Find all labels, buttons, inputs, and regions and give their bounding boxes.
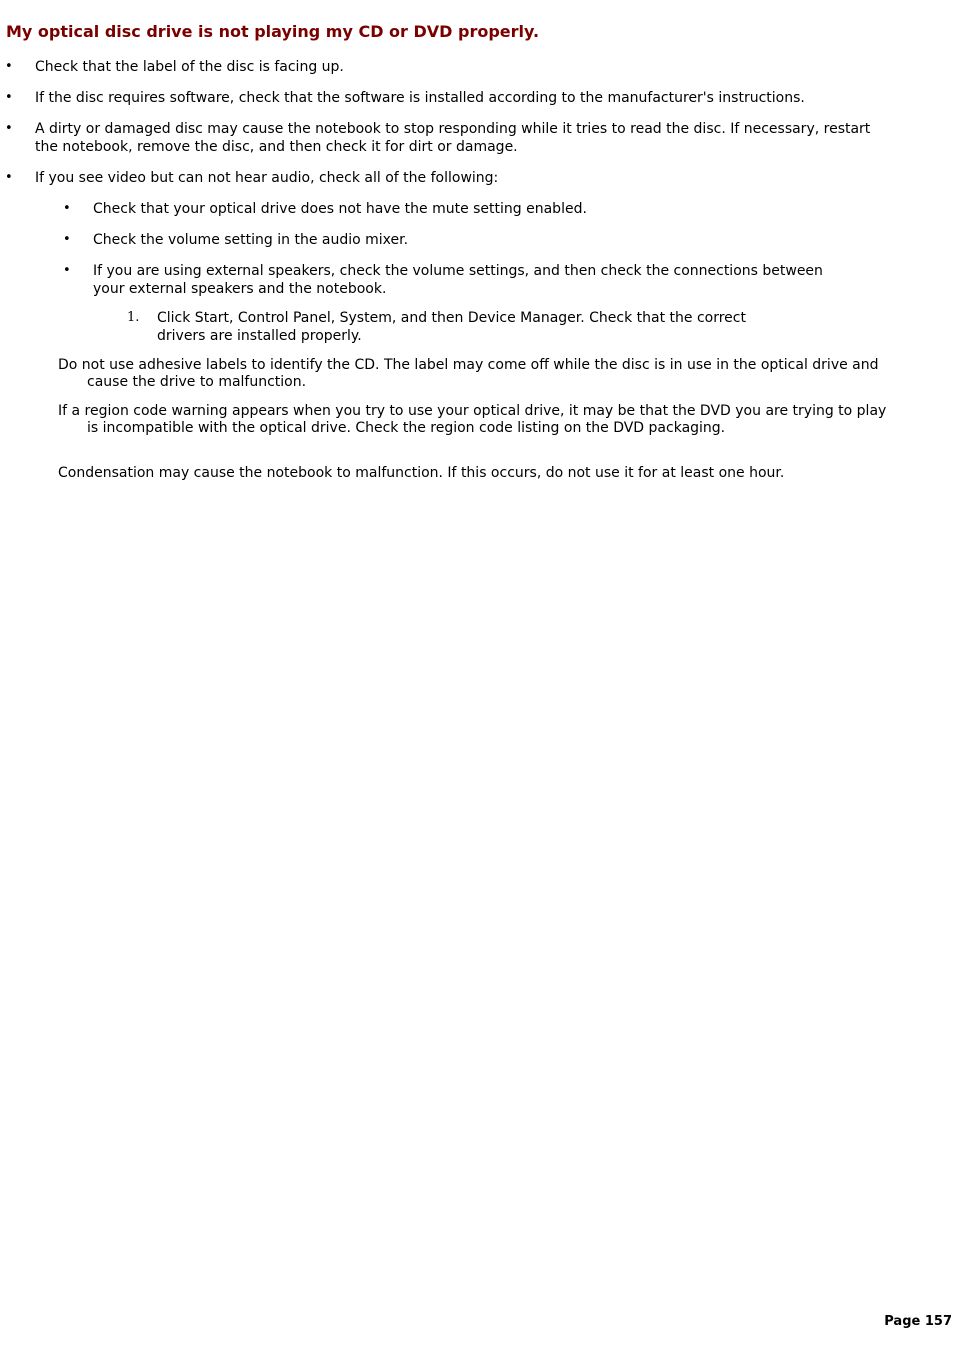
list-item-text: Check that the label of the disc is facing up.: [35, 59, 344, 75]
list-item-text: A dirty or damaged disc may cause the notebook to stop responding while it tries to read the disc. If necessary, restart the notebook, remove the disc, and then check it for dirt or damage.: [35, 121, 871, 155]
bullet-icon: •: [5, 170, 13, 185]
list-item-text: If you see video but can not hear audio, check all of the following:: [35, 170, 499, 186]
bullet-icon: •: [63, 263, 71, 278]
step-number: 1.: [127, 310, 140, 325]
sub-list-item-text: Check that your optical drive does not have the mute setting enabled.: [93, 201, 587, 217]
list-item: [0, 58, 900, 76]
list-item: [0, 89, 900, 107]
page-number: Page 157: [884, 1314, 952, 1329]
numbered-steps: [0, 309, 900, 345]
bullet-icon: •: [5, 121, 13, 136]
note-paragraph: Condensation may cause the notebook to malfunction. If this occurs, do not use it for at least one hour.: [58, 465, 785, 481]
sub-list-item-text: Check the volume setting in the audio mixer.: [93, 232, 409, 248]
list-item: [0, 120, 900, 156]
numbered-step: [0, 309, 900, 345]
troubleshooting-list: [0, 58, 900, 345]
step-text: Click Start, Control Panel, System, and then Device Manager. Check that the correct drivers are installed properly.: [157, 310, 746, 344]
page-title: My optical disc drive is not playing my CD or DVD properly.: [6, 22, 540, 41]
list-item: [0, 169, 900, 345]
bullet-icon: •: [63, 201, 71, 216]
note-paragraph: Do not use adhesive labels to identify the CD. The label may come off while the disc is in use in the optical drive and cause the drive to malfunction.: [58, 357, 879, 390]
list-item-text: If the disc requires software, check that the software is installed according to the manufacturer's instructions.: [35, 90, 805, 106]
bullet-icon: •: [63, 232, 71, 247]
sub-list-item: [0, 200, 900, 218]
sub-list-item-text: If you are using external speakers, check the volume settings, and then check the connections between your external speakers and the notebook.: [93, 263, 823, 297]
sub-list-item: [0, 262, 900, 298]
bullet-icon: •: [5, 59, 13, 74]
sub-list-item: [0, 231, 900, 249]
note-paragraph: If a region code warning appears when you try to use your optical drive, it may be that the DVD you are trying to play is incompatible with the optical drive. Check the region code listing on the DVD packaging.: [58, 403, 887, 436]
bullet-icon: •: [5, 90, 13, 105]
audio-checklist: [0, 200, 900, 298]
